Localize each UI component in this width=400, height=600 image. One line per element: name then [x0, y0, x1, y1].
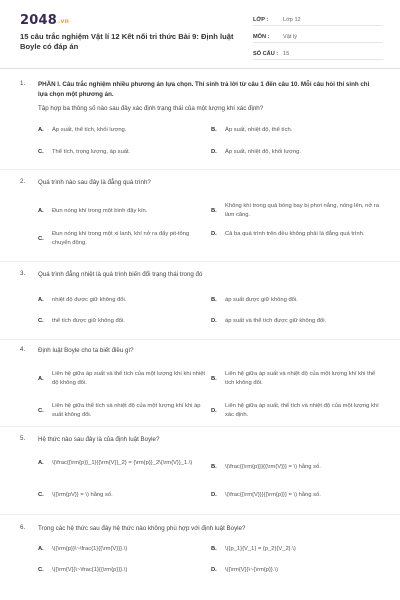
page-title: 15 câu trắc nghiệm Vật lí 12 Kết nối tri thức Bài 9: Định luật Boyle có đáp án	[20, 32, 234, 51]
option-c[interactable]	[38, 148, 208, 157]
question-divider	[0, 261, 400, 262]
quiz-meta	[253, 14, 383, 65]
option-b[interactable]	[211, 126, 381, 135]
meta-value: Vật lý	[283, 33, 297, 40]
meta-row-count	[253, 48, 383, 60]
option-letter: D.	[211, 231, 217, 237]
option-b[interactable]	[211, 296, 381, 305]
question-number: 4.	[20, 346, 26, 353]
option-c[interactable]	[38, 317, 208, 326]
meta-value: Lớp 12	[283, 16, 301, 23]
option-letter: D.	[211, 149, 217, 155]
question-number: 3.	[20, 270, 26, 277]
option-a[interactable]	[38, 207, 208, 216]
question-number: 1.	[20, 80, 26, 87]
option-text: Cả ba quá trình trên đều không phải là đẳng quá trình.	[225, 231, 365, 237]
option-letter: B.	[211, 464, 217, 470]
option-letter: B.	[211, 375, 217, 382]
meta-value: 15	[283, 50, 290, 57]
question-number: 6.	[20, 524, 26, 531]
option-c[interactable]	[38, 230, 208, 248]
meta-key: MÔN :	[253, 33, 270, 40]
meta-key: SỐ CÂU :	[253, 50, 279, 57]
question-divider	[0, 426, 400, 427]
option-letter: C.	[38, 149, 44, 155]
option-letter: A.	[38, 297, 44, 303]
option-text: \({p_1}{V_1} = {p_2}{V_2}.\)	[225, 546, 296, 552]
option-letter: A.	[38, 546, 44, 552]
option-text: Đun nóng khí trong một bình đậy kín.	[52, 208, 148, 214]
option-letter: A.	[38, 208, 44, 214]
option-letter: B.	[211, 546, 217, 552]
section-intro: PHẦN I. Câu trắc nghiệm nhiều phương án lựa chọn. Thí sinh trả lời từ câu 1 đến câu 10. Mỗi câu hỏi thí sinh chỉ lựa chọn một phương án.	[38, 81, 370, 98]
option-text: Đun nóng khí trong một xi lanh, khí nở ra đẩy pit-tông chuyển động.	[52, 231, 190, 246]
option-text: Áp suất, thể tích, khối lượng.	[52, 127, 127, 133]
meta-key: LỚP :	[253, 16, 269, 23]
option-b[interactable]	[211, 370, 381, 388]
option-d[interactable]	[211, 491, 381, 500]
question-text: Định luật Boyle cho ta biết điều gì?	[38, 347, 134, 354]
option-text: \(\frac{{\rm{V}}}{{\rm{p}}} = \) hằng số.	[225, 492, 321, 498]
option-text: Không khí trong quả bóng bay bị phơi nắng, nóng lên, nở ra làm căng.	[225, 203, 379, 218]
question-text: Trong các hệ thức sau đây hệ thức nào không phù hợp với định luật Boyle?	[38, 525, 246, 532]
question-divider	[0, 169, 400, 170]
option-text: \({\rm{V}}\~\frac{1}{{\rm{p}}}.\)	[52, 567, 128, 573]
option-letter: C.	[38, 567, 44, 573]
option-a[interactable]	[38, 126, 208, 135]
option-b[interactable]	[211, 463, 381, 472]
option-letter: C.	[38, 318, 44, 324]
option-text: \({\rm{V}}\~{\rm{p}}.\)	[225, 567, 279, 573]
option-d[interactable]	[211, 317, 381, 326]
question-text: Quá trình đẳng nhiệt là quá trình biến đổi trạng thái trong đó	[38, 271, 203, 278]
option-text: Liên hệ giữa áp suất và thể tích của một lượng khí khi nhiệt độ không đổi.	[52, 371, 206, 386]
option-letter: C.	[38, 235, 44, 242]
question-divider	[0, 514, 400, 515]
option-letter: B.	[211, 297, 217, 303]
option-text: \({\rm{pV}} = \) hằng số.	[52, 492, 113, 498]
meta-row-grade	[253, 14, 383, 26]
option-c[interactable]	[38, 491, 208, 500]
option-a[interactable]	[38, 370, 208, 388]
option-c[interactable]	[38, 402, 208, 420]
option-a[interactable]	[38, 545, 208, 554]
option-letter: A.	[38, 375, 44, 382]
option-letter: B.	[211, 207, 217, 214]
option-d[interactable]	[211, 230, 381, 239]
question-text: Tập hợp ba thông số nào sau đây xác định trạng thái của một lượng khí xác định?	[38, 105, 264, 112]
option-text: nhiệt độ được giữ không đổi.	[52, 297, 127, 303]
option-letter: D.	[211, 407, 217, 414]
option-letter: C.	[38, 407, 44, 414]
option-text: Liên hệ giữa áp suất và nhiệt độ của một lượng khí khi thể tích không đổi.	[225, 371, 376, 386]
option-letter: D.	[211, 318, 217, 324]
option-text: \(\frac{{\rm{p}}}{{\rm{V}}} = \) hằng số.	[225, 464, 321, 470]
option-d[interactable]	[211, 402, 381, 420]
option-text: Áp suất, nhiệt độ, thể tích.	[225, 127, 293, 133]
option-text: Thể tích, trọng lượng, áp suất.	[52, 149, 131, 155]
option-text: \({\rm{p}}\~\frac{1}{{\rm{V}}}.\)	[52, 546, 128, 552]
option-letter: D.	[211, 492, 217, 498]
meta-row-subject	[253, 31, 383, 43]
page-header	[0, 0, 400, 62]
header-divider	[0, 68, 400, 69]
option-text: Liên hệ giữa áp suất, thể tích và nhiệt độ của một lượng khí xác định.	[225, 403, 379, 418]
option-d[interactable]	[211, 566, 381, 575]
option-text: áp suất và thể tích được giữ không đổi.	[225, 318, 327, 324]
question-divider	[0, 339, 400, 340]
option-letter: D.	[211, 567, 217, 573]
option-c[interactable]	[38, 566, 208, 575]
option-a[interactable]	[38, 459, 208, 468]
option-a[interactable]	[38, 296, 208, 305]
option-b[interactable]	[211, 545, 381, 554]
option-letter: B.	[211, 127, 217, 133]
question-text: Quá trình nào sau đây là đẳng quá trình?	[38, 179, 151, 186]
option-text: Áp suất, nhiệt độ, khối lượng.	[225, 149, 302, 155]
question-text: Hệ thức nào sau đây là của định luật Boyle?	[38, 436, 160, 443]
option-text: \(\frac{{\rm{p}}_1}{{\rm{V}}_2} = {\rm{p}}_2\{\rm{V}}_1.\)	[52, 460, 193, 466]
option-d[interactable]	[211, 148, 381, 157]
option-letter: A.	[38, 460, 44, 466]
question-number: 2.	[20, 178, 26, 185]
question-number: 5.	[20, 435, 26, 442]
option-letter: A.	[38, 127, 44, 133]
option-text: thể tích được giữ không đổi.	[52, 318, 125, 324]
option-letter: C.	[38, 492, 44, 498]
option-text: áp suất được giữ không đổi.	[225, 297, 298, 303]
option-b[interactable]	[211, 202, 381, 220]
site-logo[interactable]: 2048.vn	[20, 13, 70, 28]
option-text: Liên hệ giữa thể tích và nhiệt độ của một lượng khí khi áp suất không đổi.	[52, 403, 201, 418]
